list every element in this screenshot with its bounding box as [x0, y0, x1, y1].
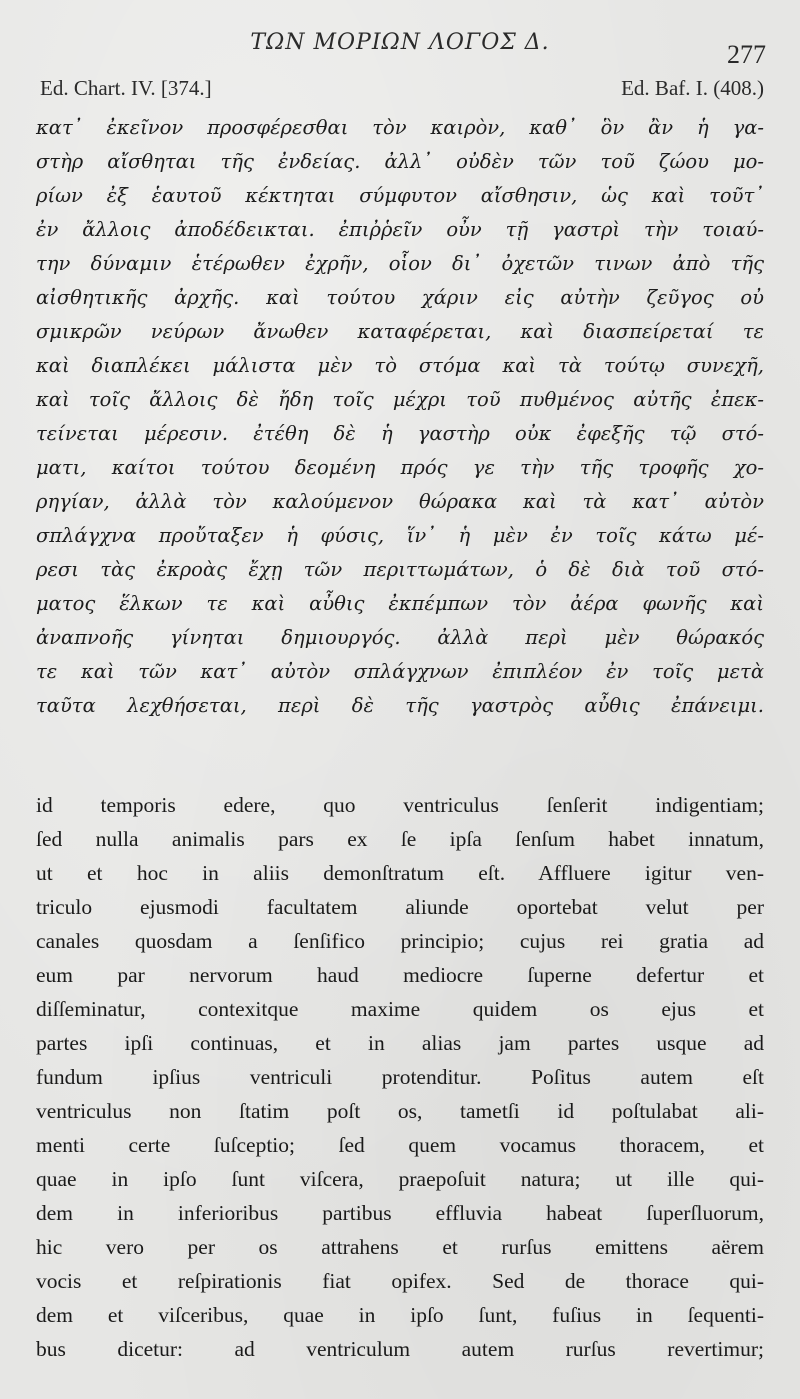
page-number: 277: [727, 40, 766, 69]
latin-line: ventriculus non ſtatim poſt os, tametſi id poſtulabat ali-: [36, 1099, 764, 1123]
latin-line: canales quosdam a ſenſifico principio; cujus rei gratia ad: [36, 929, 764, 953]
greek-line: τε καὶ τῶν κατ᾿ αὐτὸν σπλάγχνων ἐπιπλέον ἐν τοῖς μετὰ: [36, 660, 764, 683]
latin-line: hic vero per os attrahens et rurſus emittens aërem: [36, 1235, 764, 1259]
latin-line: eum par nervorum haud mediocre ſuperne defertur et: [36, 963, 764, 987]
greek-line: καὶ διαπλέκει μάλιστα μὲν τὸ στόμα καὶ τὰ τούτῳ συνεχῆ,: [36, 354, 764, 377]
latin-line: diſſeminatur, contexitque maxime quidem os ejus et: [36, 997, 764, 1021]
latin-line: triculo ejusmodi facultatem aliunde oportebat velut per: [36, 895, 764, 919]
latin-line: dem et viſceribus, quae in ipſo ſunt, fuſius in ſequenti-: [36, 1303, 764, 1327]
greek-line: σπλάγχνα προὔταξεν ἡ φύσις, ἵν᾿ ἡ μὲν ἐν τοῖς κάτω μέ-: [36, 524, 764, 547]
greek-line: ρηγίαν, ἀλλὰ τὸν καλούμενον θώρακα καὶ τὰ κατ᾿ αὐτὸν: [36, 490, 764, 513]
latin-line: partes ipſi continuas, et in alias jam partes usque ad: [36, 1031, 764, 1055]
greek-line: αἰσθητικῆς ἀρχῆς. καὶ τούτου χάριν εἰς αὐτὴν ζεῦγος οὐ: [36, 286, 764, 309]
edition-basel-ref: Ed. Baf. I. (408.): [621, 76, 764, 100]
greek-line: κατ᾿ ἐκεῖνον προσφέρεσθαι τὸν καιρὸν, καθ᾿ ὃν ἂν ἡ γα-: [36, 116, 764, 139]
latin-line: vocis et reſpirationis fiat opifex. Sed de thorace qui-: [36, 1269, 764, 1293]
latin-line: quae in ipſo ſunt viſcera, praepoſuit natura; ut ille qui-: [36, 1167, 764, 1191]
running-title: ΤΩΝ ΜΟΡΙΩΝ ΛΟΓΟΣ Δ.: [250, 30, 550, 55]
latin-line: fundum ipſius ventriculi protenditur. Poſitus autem eſt: [36, 1065, 764, 1089]
greek-line: στὴρ αἴσθηται τῆς ἐνδείας. ἀλλ᾿ οὐδὲν τῶν τοῦ ζώου μο-: [36, 150, 764, 173]
latin-line: bus dicetur: ad ventriculum autem rurſus revertimur;: [36, 1337, 764, 1361]
greek-line: ταῦτα λεχθήσεται, περὶ δὲ τῆς γαστρὸς αὖθις ἐπάνειμι.: [36, 694, 764, 717]
latin-line: ut et hoc in aliis demonſtratum eſt. Affluere igitur ven-: [36, 861, 764, 885]
latin-text-block: [36, 788, 764, 1366]
greek-line: ματος ἕλκων τε καὶ αὖθις ἐκπέμπων τὸν ἀέρα φωνῆς καὶ: [36, 592, 764, 615]
latin-line: ſed nulla animalis pars ex ſe ipſa ſenſum habet innatum,: [36, 827, 764, 851]
greek-line: ρίων ἐξ ἑαυτοῦ κέκτηται σύμφυτον αἴσθησιν, ὡς καὶ τοῦτ᾿: [36, 184, 764, 207]
greek-line: καὶ τοῖς ἄλλοις δὲ ἤδη τοῖς μέχρι τοῦ πυθμένος αὐτῆς ἐπεκ-: [36, 388, 764, 411]
latin-line: dem in inferioribus partibus effluvia habeat ſuperſluorum,: [36, 1201, 764, 1225]
latin-line: menti certe ſuſceptio; ſed quem vocamus thoracem, et: [36, 1133, 764, 1157]
greek-line: ἀναπνοῆς γίνηται δημιουργός. ἀλλὰ περὶ μὲν θώρακός: [36, 626, 764, 649]
edition-chartier-ref: Ed. Chart. IV. [374.]: [40, 76, 212, 100]
greek-line: ρεσι τὰς ἐκροὰς ἔχῃ τῶν περιττωμάτων, ὁ δὲ διὰ τοῦ στό-: [36, 558, 764, 581]
greek-line: την δύναμιν ἑτέρωθεν ἐχρῆν, οἷον δι᾿ ὀχετῶν τινων ἀπὸ τῆς: [36, 252, 764, 275]
latin-line: id temporis edere, quo ventriculus ſenſerit indigentiam;: [36, 793, 764, 817]
greek-line: ἐν ἄλλοις ἀποδέδεικται. ἐπιῤῥεῖν οὖν τῇ γαστρὶ τὴν τοιαύ-: [36, 218, 764, 241]
greek-line: σμικρῶν νεύρων ἄνωθεν καταφέρεται, καὶ διασπείρεταί τε: [36, 320, 764, 343]
greek-line: ματι, καίτοι τούτου δεομένη πρός γε τὴν τῆς τροφῆς χο-: [36, 456, 764, 479]
greek-line: τείνεται μέρεσιν. ἐτέθη δὲ ἡ γαστὴρ οὐκ ἐφεξῆς τῷ στό-: [36, 422, 764, 445]
greek-text-block: [36, 111, 764, 723]
